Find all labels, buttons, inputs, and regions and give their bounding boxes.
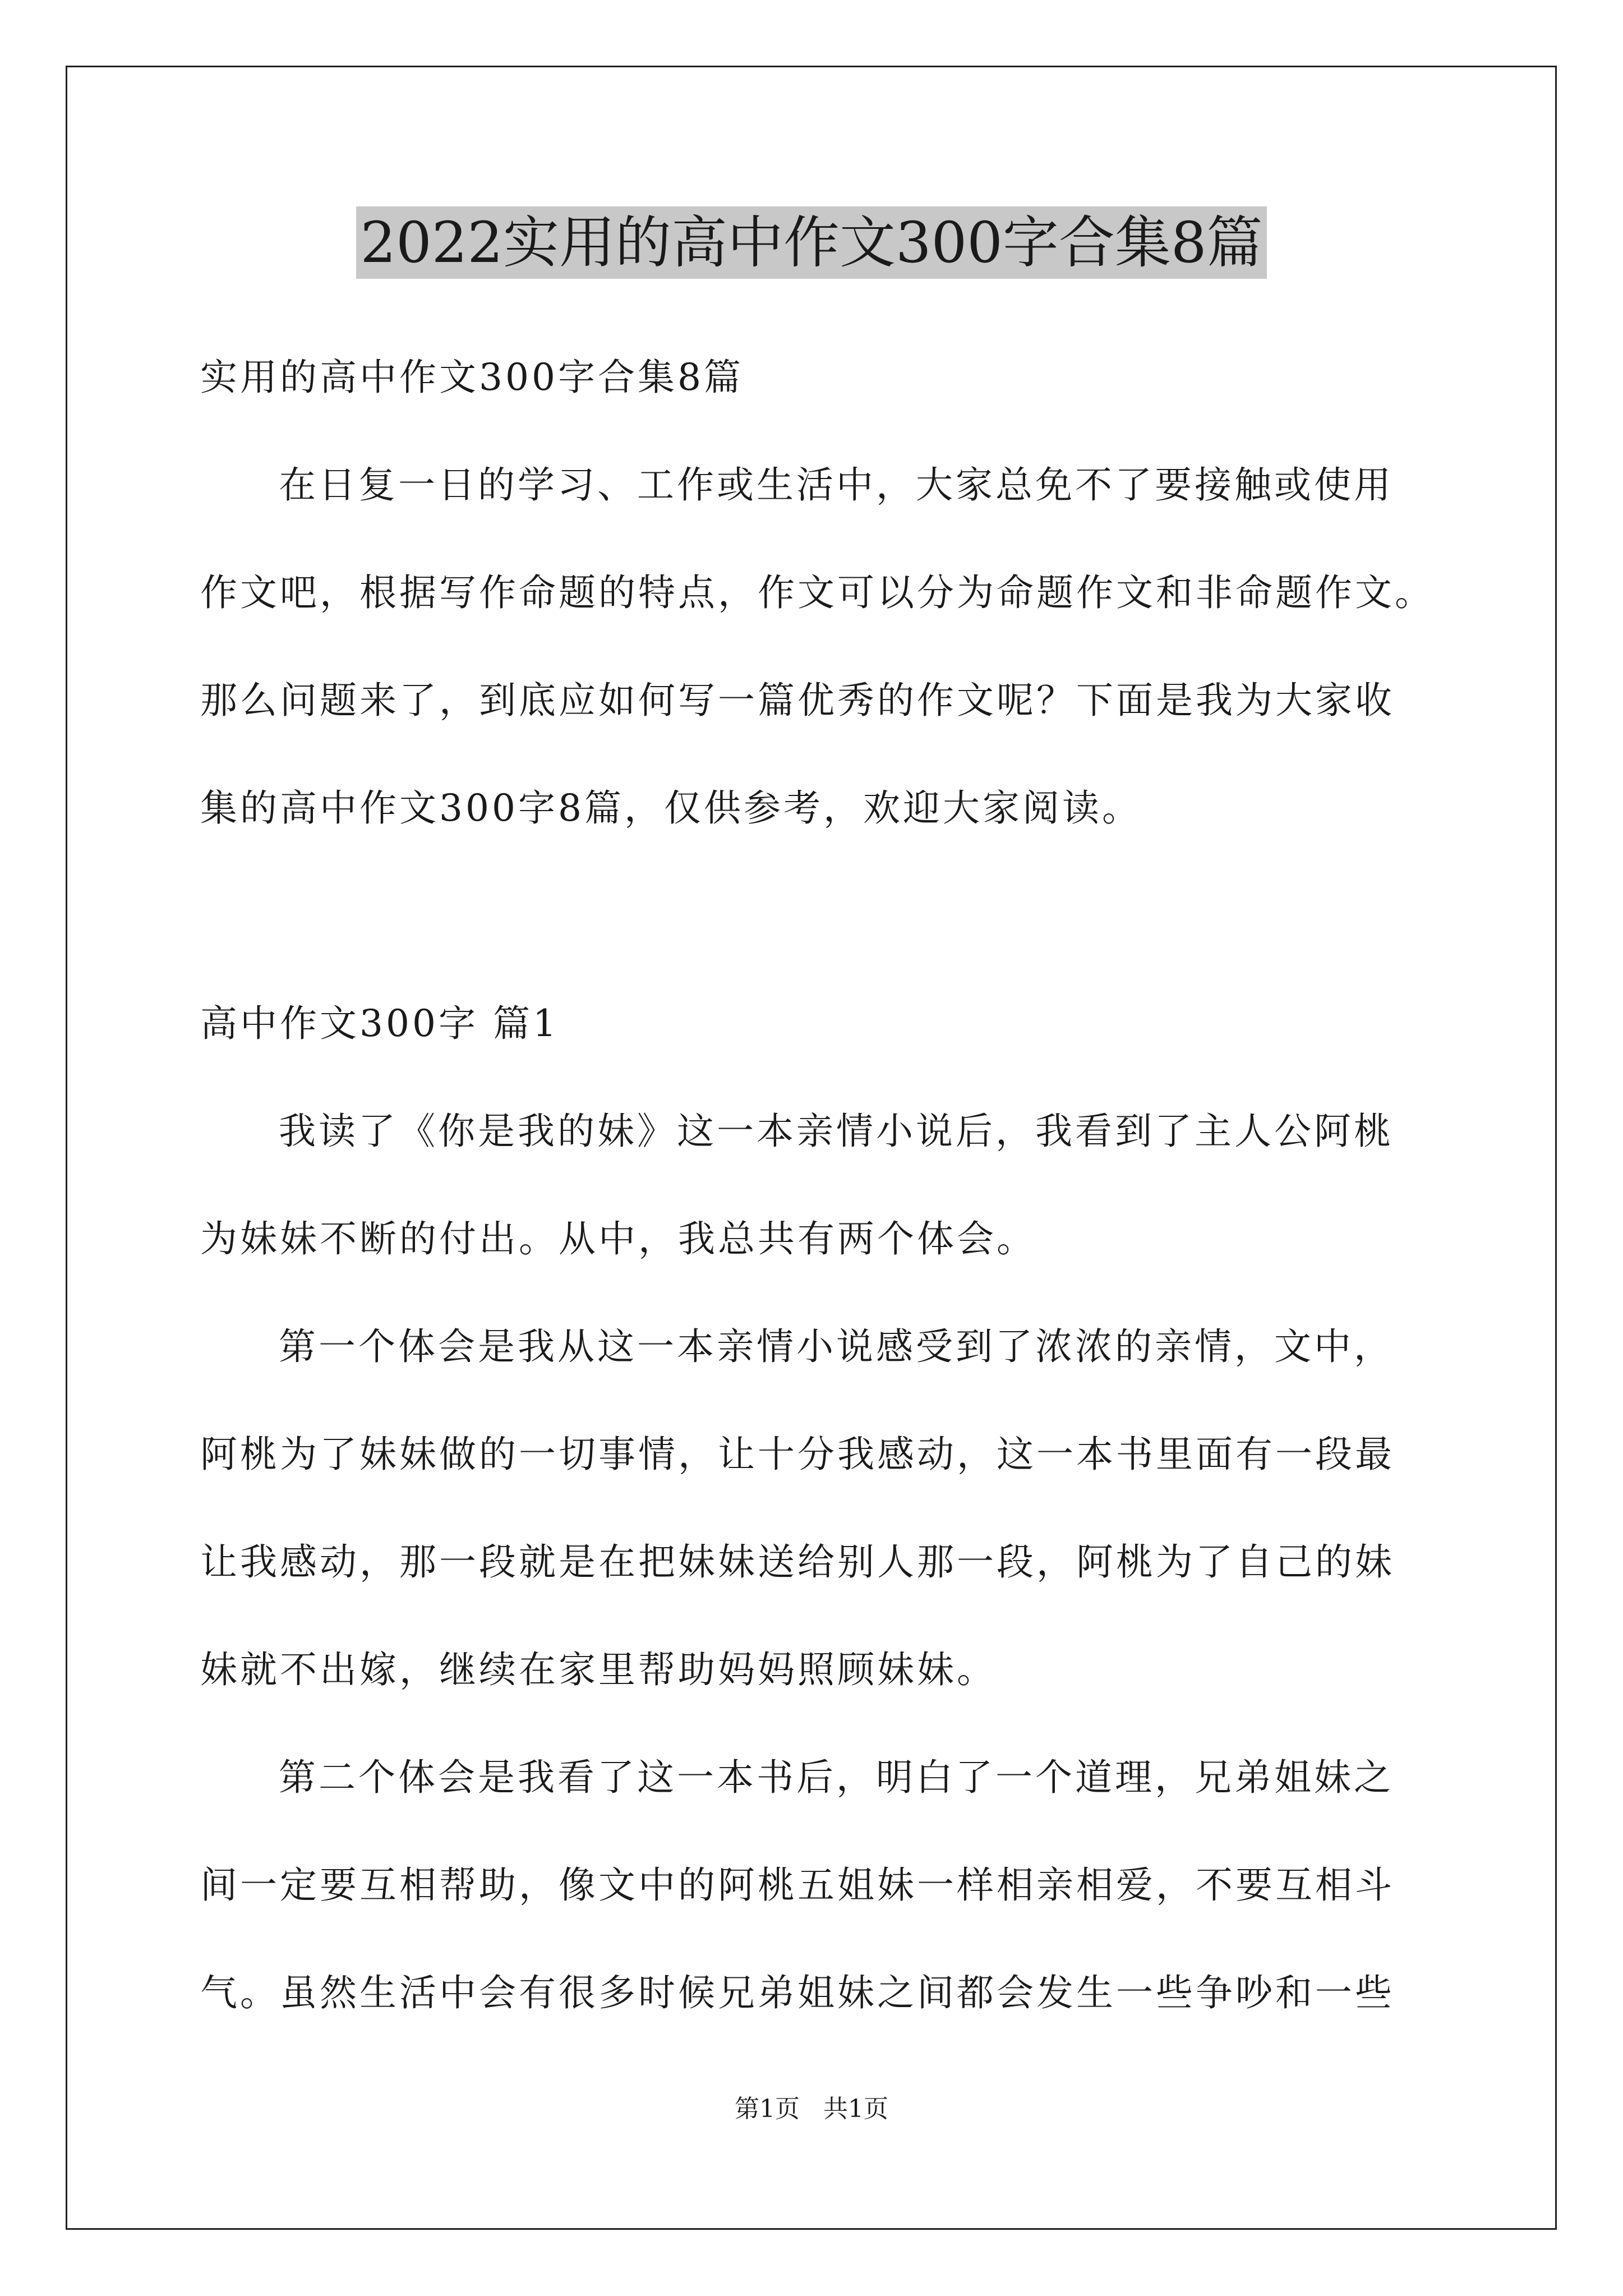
- intro-line: 那么问题来了，到底应如何写一篇优秀的作文呢？下面是我为大家收: [200, 679, 1395, 722]
- document-title-text: 2022实用的高中作文300字合集8篇: [356, 206, 1267, 279]
- body-line: 间一定要互相帮助，像文中的阿桃五姐妹一样相亲相爱，不要互相斗: [200, 1864, 1395, 1907]
- page-footer: 第1页 共1页: [735, 2095, 888, 2123]
- body-line: 阿桃为了妹妹做的一切事情，让十分我感动，这一本书里面有一段最: [200, 1433, 1395, 1476]
- body-line: 我读了《你是我的妹》这一本亲情小说后，我看到了主人公阿桃: [279, 1110, 1394, 1153]
- body-line: 为妹妹不断的付出。从中，我总共有两个体会。: [200, 1217, 1036, 1260]
- body-line: 妹就不出嫁，继续在家里帮助妈妈照顾妹妹。: [200, 1648, 997, 1691]
- intro-line: 作文吧，根据写作命题的特点，作文可以分为命题作文和非命题作文。: [200, 571, 1435, 614]
- body-line: 第二个体会是我看了这一本书后，明白了一个道理，兄弟姐妹之: [279, 1756, 1394, 1799]
- intro-line: 在日复一日的学习、工作或生活中，大家总免不了要接触或使用: [279, 463, 1394, 507]
- body-line: 让我感动，那一段就是在把妹妹送给别人那一段，阿桃为了自己的妹: [200, 1540, 1395, 1584]
- body-line: 第一个体会是我从这一本亲情小说感受到了浓浓的亲情，文中，: [279, 1325, 1394, 1368]
- body-line: 气。虽然生活中会有很多时候兄弟姐妹之间都会发生一些争吵和一些: [200, 1971, 1395, 2014]
- document-subtitle: 实用的高中作文300字合集8篇: [200, 356, 744, 399]
- section-heading: 高中作文300字 篇1: [200, 1002, 559, 1045]
- document-title: [0, 206, 1623, 280]
- intro-line: 集的高中作文300字8篇，仅供参考，欢迎大家阅读。: [200, 786, 1142, 830]
